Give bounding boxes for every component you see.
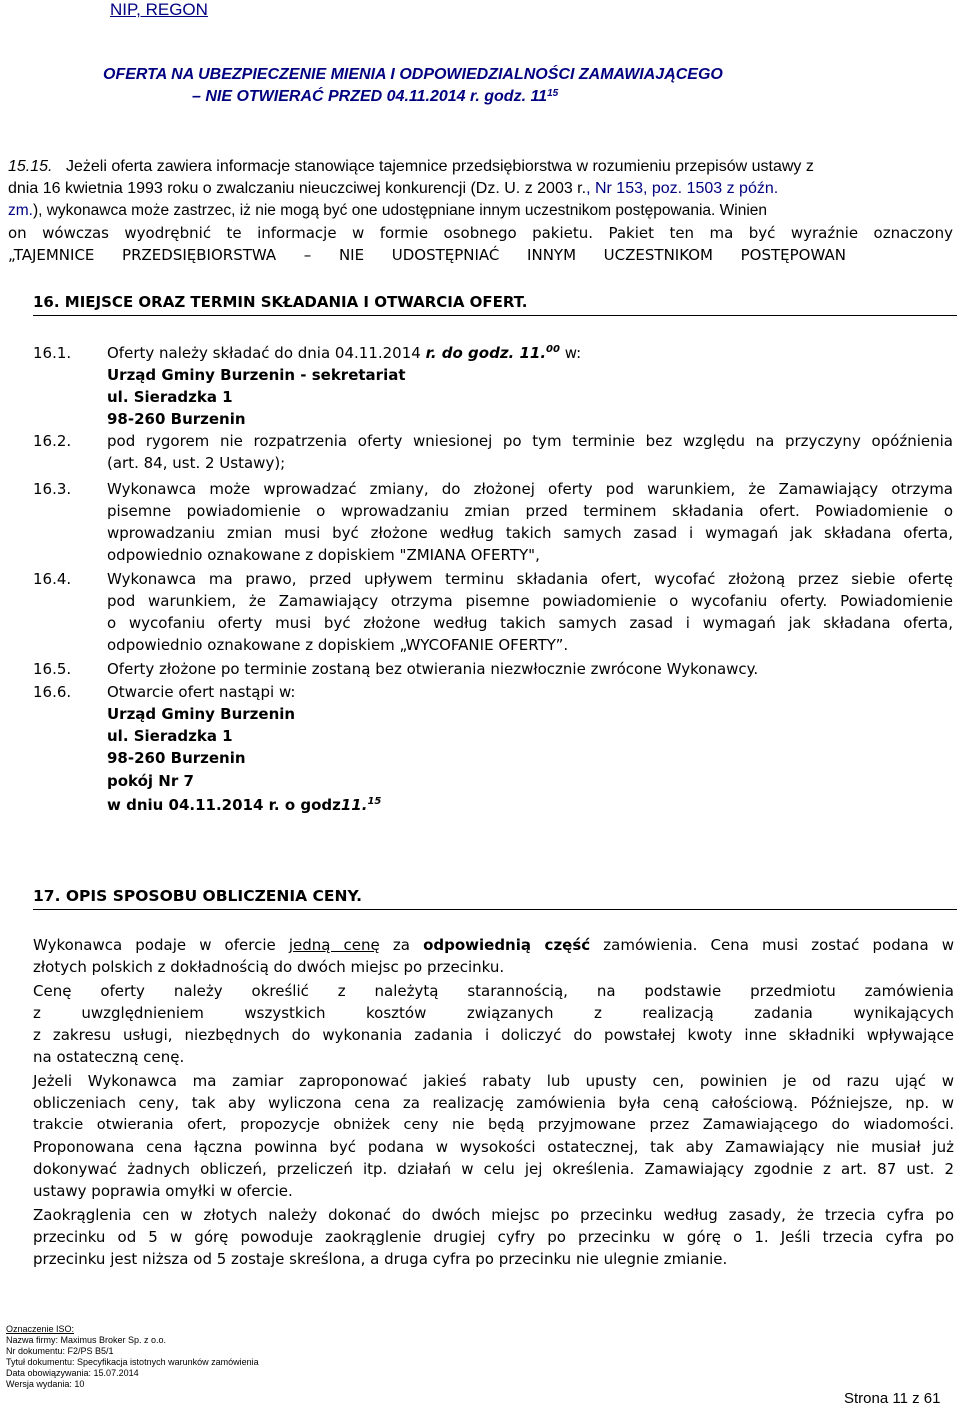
- clause-text-line: on wówczas wyodrębnić te informacje w formie osobnego pakietu. Pakiet ten ma być wyraźnie oznaczony: [8, 224, 953, 242]
- address-line: pokój Nr 7: [107, 772, 194, 790]
- address-line: ul. Sieradzka 1: [107, 388, 233, 406]
- section-divider: [33, 315, 957, 316]
- item-text: Wykonawca ma prawo, przed upływem terminu składania ofert, wycofać złożoną przez siebie ofertę: [107, 570, 953, 588]
- paragraph-line: przecinku jest niższa od 5 zostaje skreślona, a druga cyfra po przecinku nie ulegnie zmianie.: [33, 1250, 728, 1268]
- address-line: ul. Sieradzka 1: [107, 727, 233, 745]
- paragraph-line: ustawy poprawia omyłki w ofercie.: [33, 1182, 293, 1200]
- item-number: 16.2.: [33, 432, 72, 450]
- opening-date: w dniu 04.11.2014 r. o godz11.15: [107, 796, 382, 814]
- footer-line: Wersja wydania: 10: [6, 1379, 85, 1389]
- item-number: 16.3.: [33, 480, 72, 498]
- paragraph-line: Jeżeli Wykonawca ma zamiar zaproponować jakieś rabaty lub upusty cen, powinien je od razu ująć w: [33, 1072, 954, 1090]
- paragraph-line: obliczeniach ceny, tak aby wyliczona cena za realizację zamówienia była ceną całościową. Późniejsze, np. w: [33, 1094, 954, 1112]
- item-text: (art. 84, ust. 2 Ustawy);: [107, 454, 286, 472]
- paragraph-line: dokonywać żadnych obliczeń, przeliczeń itp. działań w celu jej określenia. Zamawiający zgodnie z art. 87 ust. 2: [33, 1160, 954, 1178]
- paragraph-line: złotych polskich z dokładnością do dwóch miejsc po przecinku.: [33, 958, 505, 976]
- item-number: 16.5.: [33, 660, 72, 678]
- address-line: Urząd Gminy Burzenin - sekretariat: [107, 366, 406, 384]
- footer-line: Tytuł dokumentu: Specyfikacja istotnych warunków zamówienia: [6, 1357, 259, 1367]
- section-heading: 17. OPIS SPOSOBU OBLICZENIA CENY.: [33, 887, 363, 905]
- section-heading: 16. MIEJSCE ORAZ TERMIN SKŁADANIA I OTWARCIA OFERT.: [33, 293, 528, 311]
- item-number: 16.1.: [33, 344, 72, 362]
- footer-line: Nr dokumentu: F2/PS B5/1: [6, 1346, 114, 1356]
- item-text: Otwarcie ofert nastąpi w:: [107, 683, 296, 701]
- paragraph-line: na ostateczną cenę.: [33, 1048, 185, 1066]
- paragraph-line: z zakresu usługi, niezbędnych do wykonania zadania i doliczyć do powstałej kwoty inne składniki wpływające: [33, 1026, 954, 1044]
- footer-iso-label: Oznaczenie ISO:: [6, 1324, 75, 1334]
- paragraph-line: Proponowana cena łączna powinna być podana w wysokości ostatecznej, tak aby Zamawiający nie musiał już: [33, 1138, 954, 1156]
- section-divider: [33, 909, 957, 910]
- address-line: 98-260 Burzenin: [107, 749, 246, 767]
- clause-text-line: zm.), wykonawca może zastrzec, iż nie mogą być one udostępniane innym uczestnikom postępowania. Winien: [8, 202, 768, 219]
- item-text: pod warunkiem, że Zamawiający otrzyma pisemne powiadomienie o wycofaniu oferty. Powiadomienie: [107, 592, 953, 610]
- item-text: odpowiednio oznakowane z dopiskiem „WYCOFANIE OFERTY”.: [107, 636, 569, 654]
- paragraph-line: z uwzględnieniem wszystkich kosztów związanych z realizacją zadania wynikających: [33, 1004, 954, 1022]
- clause-text-line: Jeżeli oferta zawiera informacje stanowiące tajemnice przedsiębiorstwa w rozumieniu przepisów ustawy z: [66, 158, 814, 175]
- doc-title: OFERTA NA UBEZPIECZENIE MIENIA I ODPOWIEDZIALNOŚCI ZAMAWIAJĄCEGO: [103, 66, 723, 83]
- header-tag: NIP, REGON: [110, 0, 208, 19]
- paragraph-line: trakcie otwierania ofert, propozycje obniżek ceny nie będą przyjmowane przez Zamawiającego do wiadomości.: [33, 1116, 954, 1133]
- paragraph-line: Zaokrąglenia cen w złotych należy dokonać do dwóch miejsc po przecinku według zasady, że trzecia cyfra po: [33, 1206, 954, 1224]
- clause-text-line: dnia 16 kwietnia 1993 roku o zwalczaniu nieuczciwej konkurencji (Dz. U. z 2003 r., Nr 153, poz. 1503 z późn.: [8, 180, 779, 197]
- footer-line: Nazwa firmy: Maximus Broker Sp. z o.o.: [6, 1335, 167, 1345]
- item-number: 16.4.: [33, 570, 72, 588]
- item-text: pod rygorem nie rozpatrzenia oferty wniesionej po tym terminie bez względu na przyczyny opóźnienia: [107, 432, 953, 450]
- address-line: Urząd Gminy Burzenin: [107, 705, 296, 723]
- address-line: 98-260 Burzenin: [107, 410, 246, 428]
- paragraph-line: przecinku od 5 w górę powoduje zaokrąglenie drugiej cyfry po przecinku w górę o 1. Jeśli trzecia cyfra po: [33, 1228, 954, 1246]
- page-number: Strona 11 z 61: [844, 1390, 941, 1407]
- clause-text-line: „TAJEMNICE PRZEDSIĘBIORSTWA – NIE UDOSTĘPNIAĆ INNYM UCZESTNIKOM POSTĘPOWAN: [8, 246, 846, 264]
- item-text: odpowiednio oznakowane z dopiskiem "ZMIANA OFERTY",: [107, 546, 540, 564]
- item-text: wprowadzaniu zmian musi być złożone według takich samych zasad i wymagań jak składana oferta,: [107, 524, 953, 542]
- item-number: 16.6.: [33, 683, 72, 701]
- item-text: Oferty złożone po terminie zostaną bez otwierania niezwłocznie zwrócone Wykonawcy.: [107, 660, 759, 678]
- clause-number: 15.15.: [8, 158, 53, 175]
- item-text: o wycofaniu oferty musi być złożone według takich samych zasad i wymagań jak składana oferta,: [107, 614, 953, 632]
- doc-subtitle: – NIE OTWIERAĆ PRZED 04.11.2014 r. godz. $11^{15}$: [192, 88, 559, 105]
- item-text: pisemne powiadomienie o wprowadzaniu zmian przed terminem składania ofert. Powiadomienie o: [107, 502, 953, 520]
- item-text: Oferty należy składać do dnia 04.11.2014 r. do godz. 11.00 w:: [107, 344, 582, 362]
- item-text: Wykonawca może wprowadzać zmiany, do złożonej oferty pod warunkiem, że Zamawiający otrzyma: [107, 480, 953, 498]
- footer-line: Data obowiązywania: 15.07.2014: [6, 1368, 139, 1378]
- paragraph-line: Wykonawca podaje w ofercie jedną cenę za odpowiednią część zamówienia. Cena musi zostać podana w: [33, 936, 955, 954]
- paragraph-line: Cenę oferty należy określić z należytą starannością, na podstawie przedmiotu zamówienia: [33, 982, 954, 1000]
